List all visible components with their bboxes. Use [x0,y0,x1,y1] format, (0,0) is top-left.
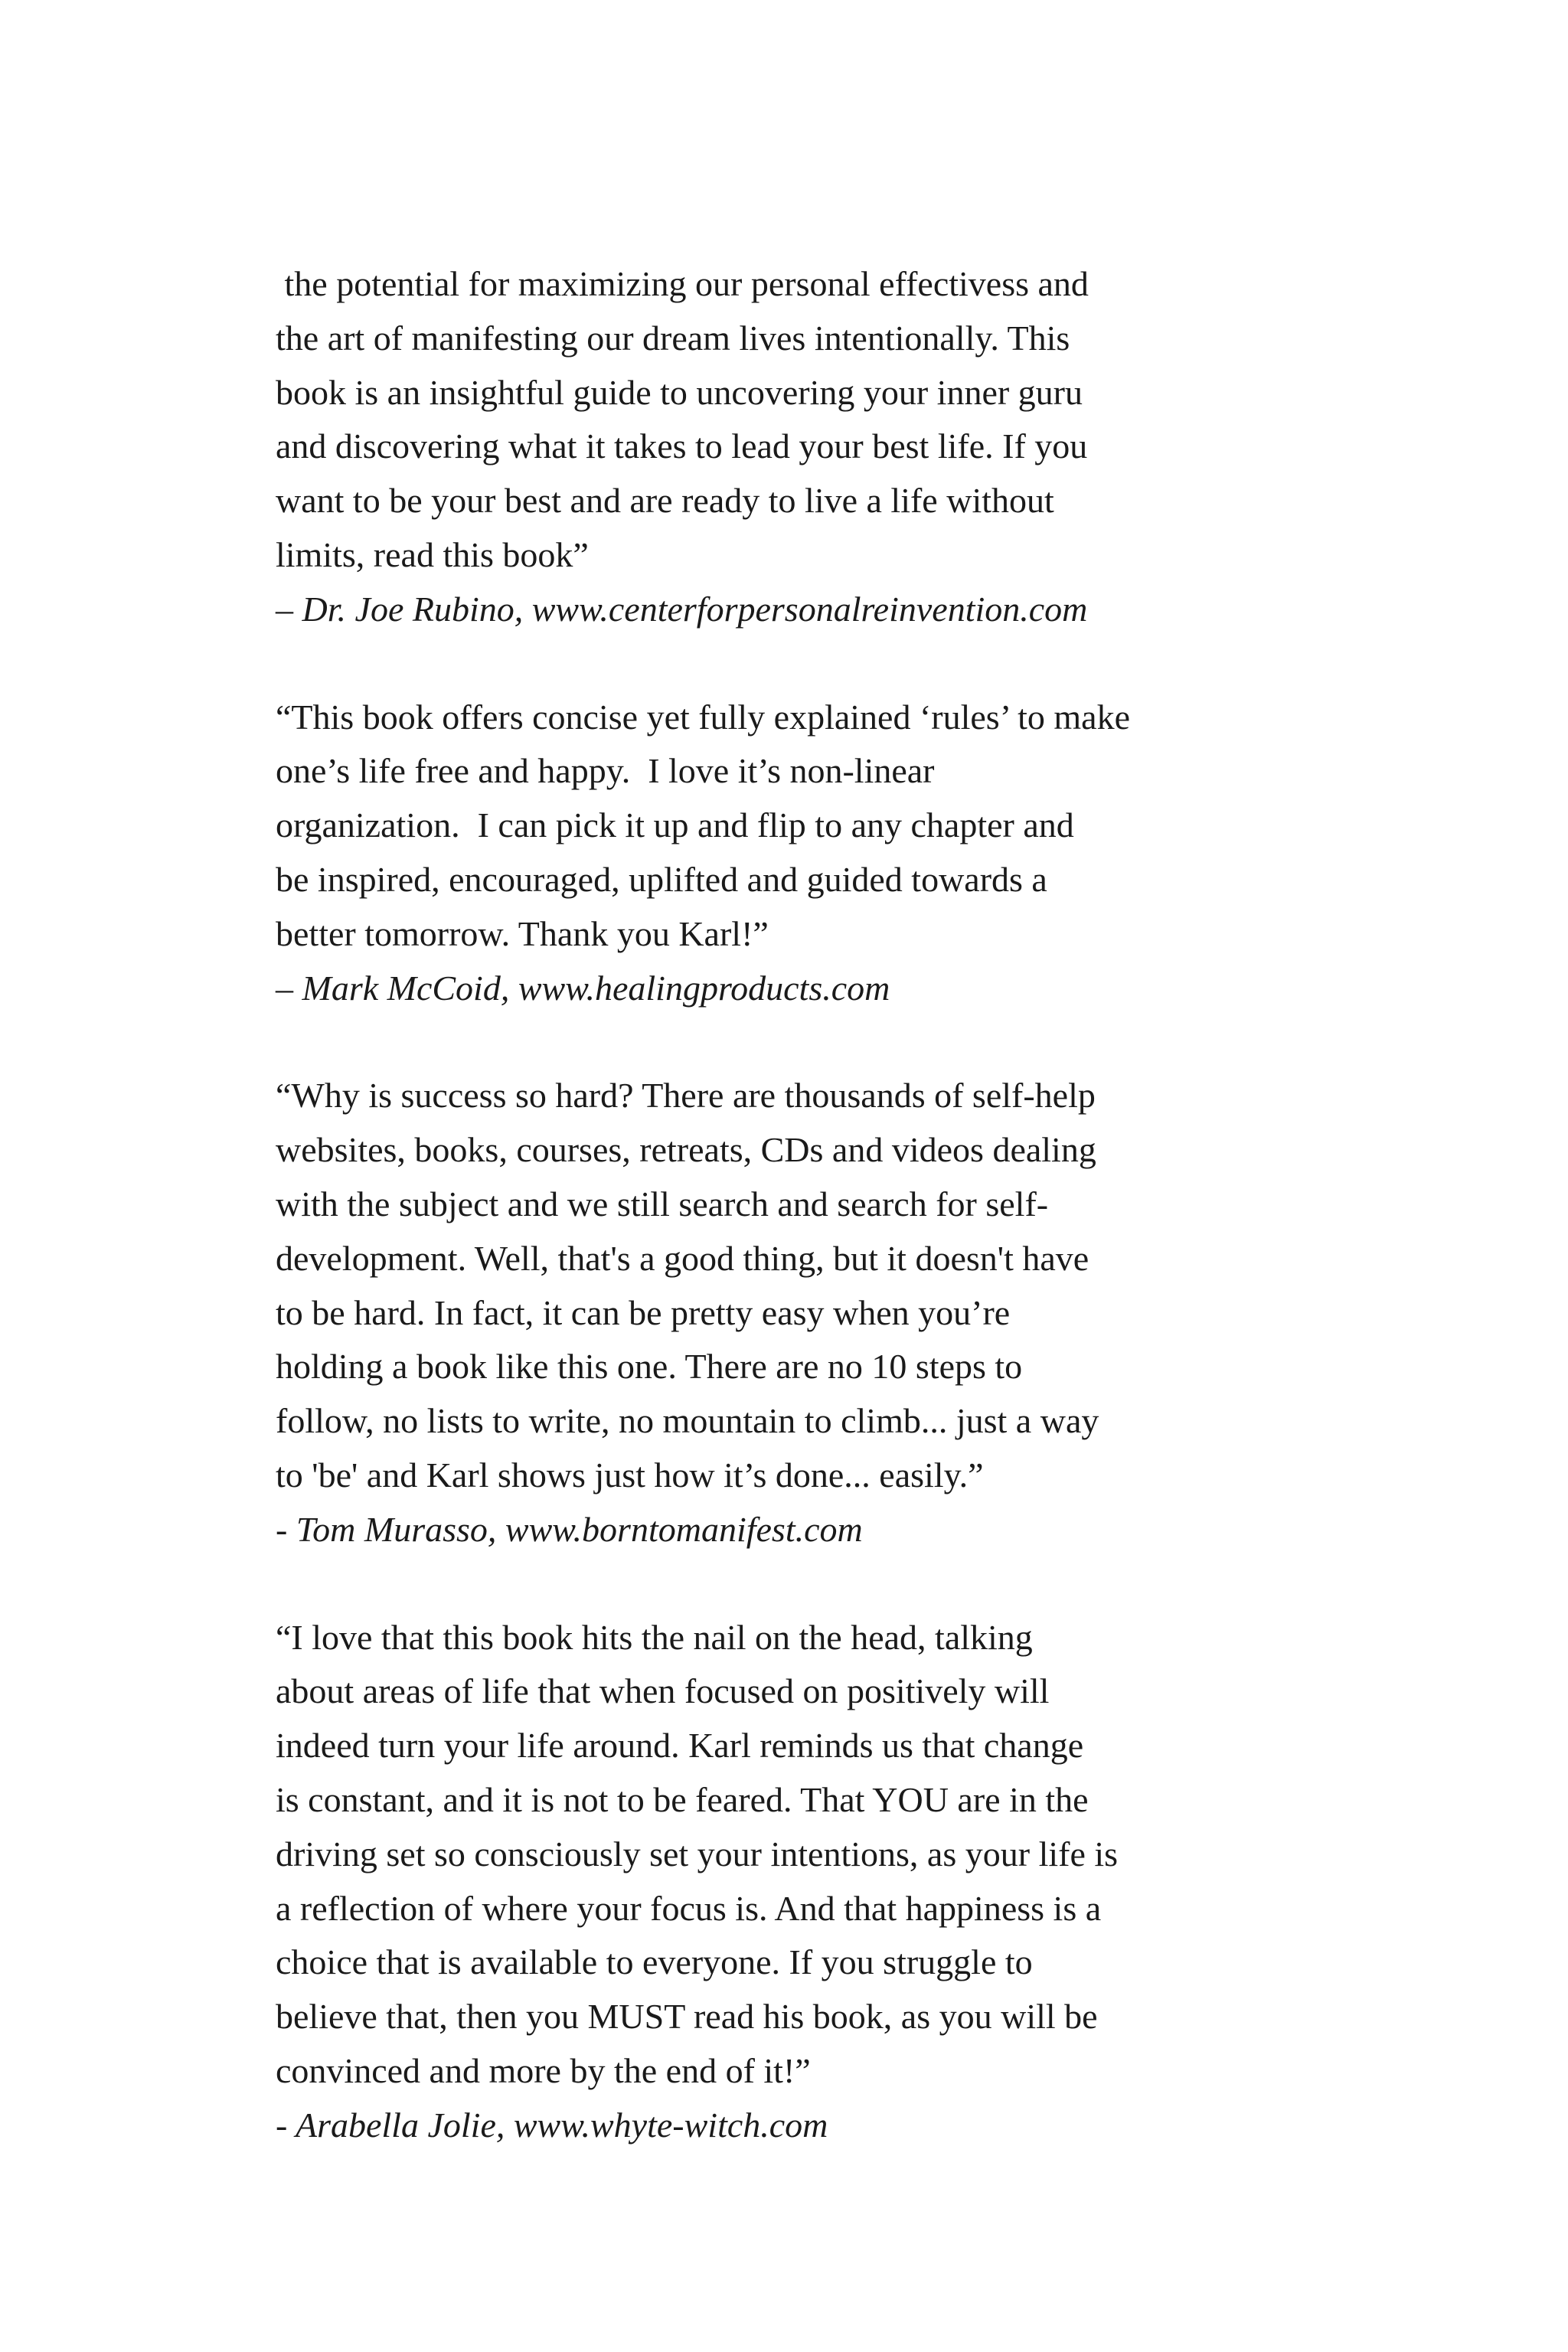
quote-line: and discovering what it takes to lead your best life. If you [276,426,1088,466]
quote-line: holding a book like this one. There are no 10 steps to [276,1347,1023,1387]
quote-line: websites, books, courses, retreats, CDs and videos dealing [276,1130,1096,1170]
quote-line: book is an insightful guide to uncovering your inner guru [276,372,1083,412]
quote-attribution: – Dr. Joe Rubino, www.centerforpersonalreinvention.com [276,589,1088,629]
quote-line: one’s life free and happy. I love it’s non-linear [276,751,935,791]
testimonial-mccoid [276,691,1256,1016]
quote-line: the art of manifesting our dream lives intentionally. This [276,318,1070,358]
quote-line: indeed turn your life around. Karl reminds us that change [276,1726,1084,1766]
quote-line: convinced and more by the end of it!” [276,2050,811,2090]
quote-line: to be hard. In fact, it can be pretty easy when you’re [276,1292,1011,1332]
quote-line: better tomorrow. Thank you Karl!” [276,913,769,953]
quote-line: a reflection of where your focus is. And that happiness is a [276,1888,1102,1928]
quote-line: choice that is available to everyone. If you struggle to [276,1942,1033,1982]
quote-line: “Why is success so hard? There are thousands of self-help [276,1076,1096,1116]
quote-line: follow, no lists to write, no mountain to climb... just a way [276,1401,1099,1441]
quote-line: organization. I can pick it up and flip to any chapter and [276,805,1074,845]
testimonial-rubino [276,257,1256,637]
quote-line: about areas of life that when focused on positively will [276,1671,1050,1711]
quote-line: believe that, then you MUST read his book, as you will be [276,1997,1098,2037]
quote-line: limits, read this book” [276,534,589,574]
quote-line: is constant, and it is not to be feared. That YOU are in the [276,1779,1089,1819]
quote-line: to 'be' and Karl shows just how it’s done... easily.” [276,1455,984,1494]
quote-line: “This book offers concise yet fully explained ‘rules’ to make [276,697,1130,737]
quote-attribution: - Arabella Jolie, www.whyte-witch.com [276,2105,828,2145]
quote-line: with the subject and we still search and search for self- [276,1184,1049,1223]
testimonial-jolie [276,1611,1256,2153]
quote-line: development. Well, that's a good thing, but it doesn't have [276,1238,1089,1278]
quote-line: want to be your best and are ready to live a life without [276,481,1054,521]
quote-attribution: – Mark McCoid, www.healingproducts.com [276,968,890,1008]
quote-line: the potential for maximizing our personal effectivess and [276,264,1089,303]
testimonial-murasso [276,1069,1256,1557]
quote-line: driving set so consciously set your intentions, as your life is [276,1834,1119,1873]
quote-attribution: - Tom Murasso, www.borntomanifest.com [276,1509,863,1549]
quote-line: be inspired, encouraged, uplifted and guided towards a [276,859,1047,899]
testimonials-block [276,257,1256,2207]
quote-line: “I love that this book hits the nail on the head, talking [276,1617,1033,1657]
